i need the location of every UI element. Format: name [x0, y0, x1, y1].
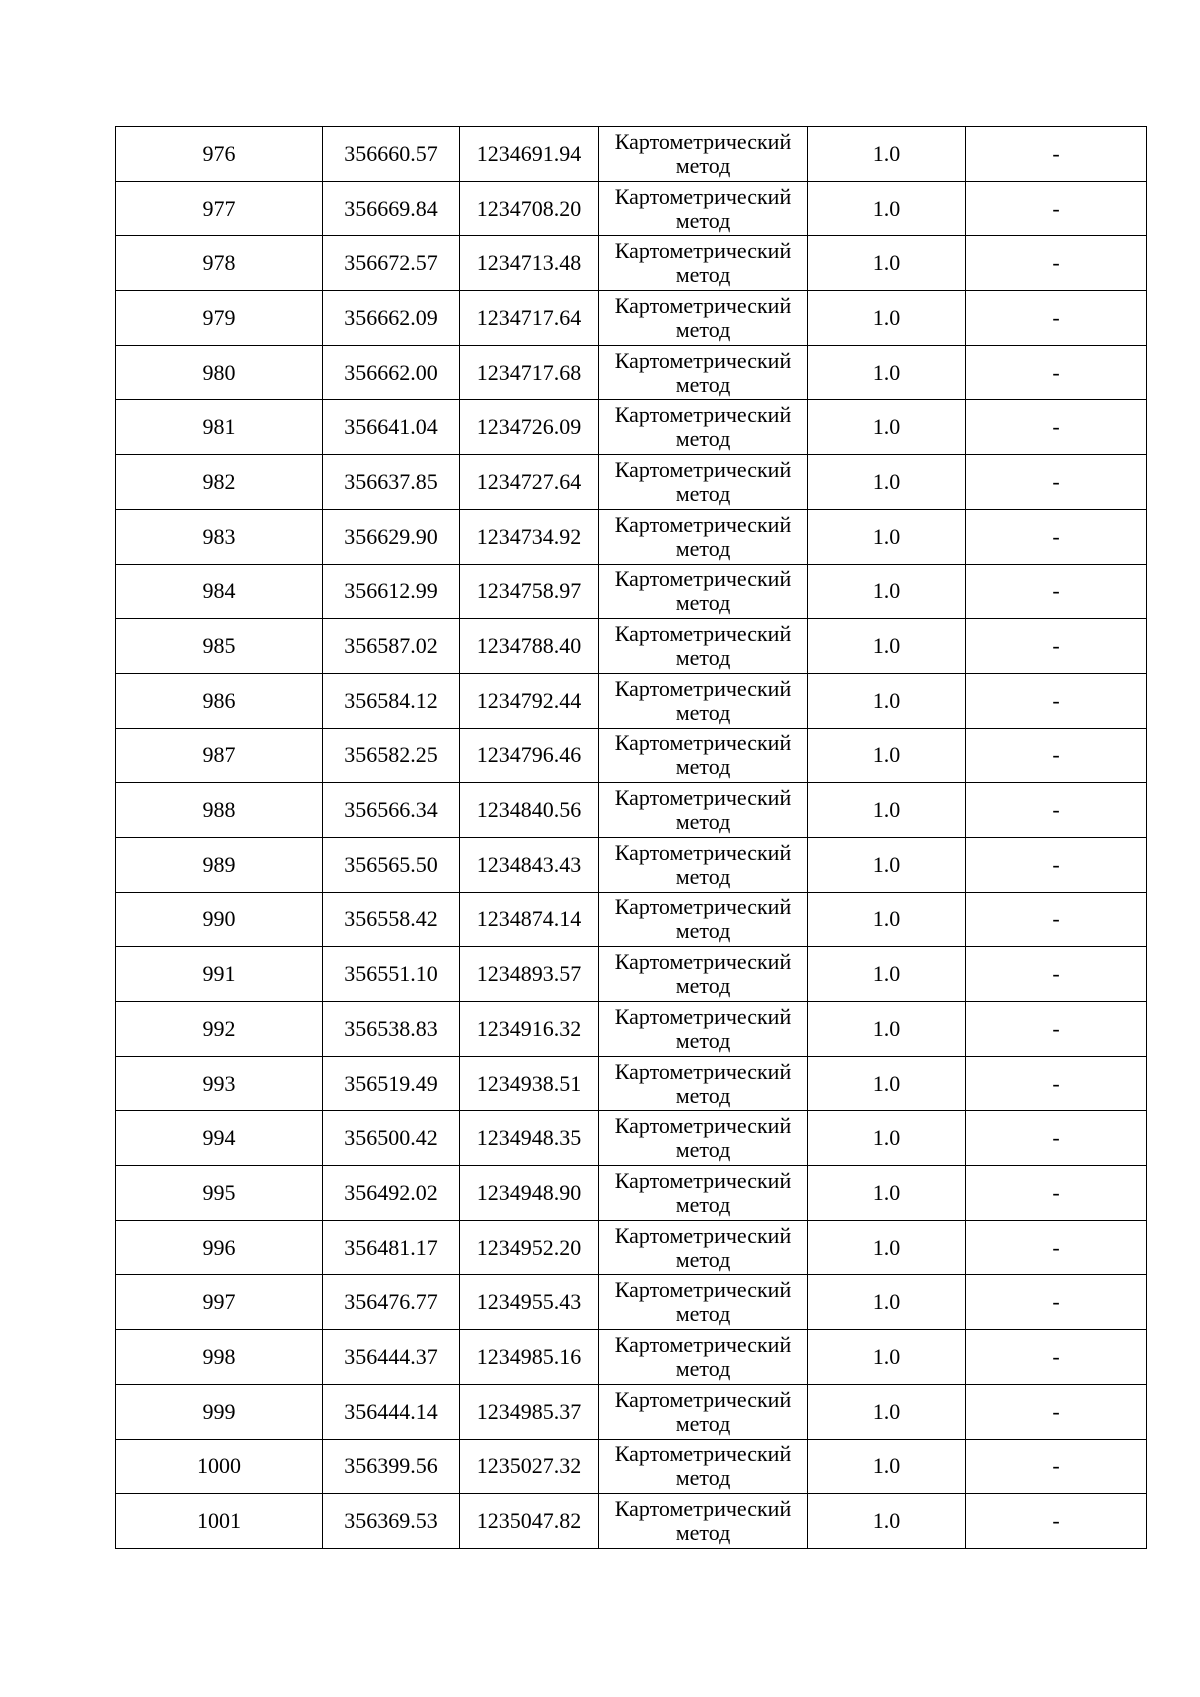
table-row	[116, 1439, 1147, 1494]
x-coordinate-cell: 356565.50	[323, 837, 460, 892]
method-cell	[599, 291, 808, 346]
point-number-cell: 996	[116, 1220, 323, 1275]
method-line-1: Картометрический	[614, 347, 792, 373]
note-cell: -	[966, 1111, 1147, 1166]
method-line-2: метод	[675, 918, 731, 944]
method-cell	[599, 1330, 808, 1385]
table-row	[116, 564, 1147, 619]
table-row	[116, 673, 1147, 728]
accuracy-cell: 1.0	[808, 619, 966, 674]
note-cell: -	[966, 181, 1147, 236]
y-coordinate-cell: 1234717.68	[460, 345, 599, 400]
table-row	[116, 455, 1147, 510]
note-cell: -	[966, 236, 1147, 291]
method-line-1: Картометрический	[614, 292, 792, 318]
point-number-cell: 983	[116, 509, 323, 564]
note-cell: -	[966, 1330, 1147, 1385]
method-line-1: Картометрический	[614, 1222, 792, 1248]
point-number-cell: 985	[116, 619, 323, 674]
accuracy-cell: 1.0	[808, 1002, 966, 1057]
point-number-cell: 981	[116, 400, 323, 455]
method-cell	[599, 1275, 808, 1330]
point-number-cell: 1000	[116, 1439, 323, 1494]
method-line-2: метод	[675, 1355, 731, 1381]
accuracy-cell: 1.0	[808, 1384, 966, 1439]
method-line-1: Картометрический	[614, 1331, 792, 1357]
method-line-2: метод	[675, 1520, 731, 1546]
method-line-1: Картометрический	[614, 183, 792, 209]
method-line-1: Картометрический	[614, 894, 792, 920]
method-cell	[599, 509, 808, 564]
accuracy-cell: 1.0	[808, 1494, 966, 1549]
point-number-cell: 995	[116, 1166, 323, 1221]
x-coordinate-cell: 356558.42	[323, 892, 460, 947]
method-line-2: метод	[675, 152, 731, 178]
y-coordinate-cell: 1234788.40	[460, 619, 599, 674]
method-line-1: Картометрический	[614, 1058, 792, 1084]
x-coordinate-cell: 356660.57	[323, 127, 460, 182]
method-cell	[599, 728, 808, 783]
y-coordinate-cell: 1234727.64	[460, 455, 599, 510]
accuracy-cell: 1.0	[808, 291, 966, 346]
y-coordinate-cell: 1234952.20	[460, 1220, 599, 1275]
accuracy-cell: 1.0	[808, 236, 966, 291]
y-coordinate-cell: 1234985.37	[460, 1384, 599, 1439]
method-cell	[599, 892, 808, 947]
note-cell: -	[966, 1439, 1147, 1494]
table-row	[116, 1494, 1147, 1549]
x-coordinate-cell: 356612.99	[323, 564, 460, 619]
x-coordinate-cell: 356519.49	[323, 1056, 460, 1111]
method-line-2: метод	[675, 262, 731, 288]
method-line-1: Картометрический	[614, 785, 792, 811]
method-line-2: метод	[675, 1191, 731, 1217]
note-cell: -	[966, 345, 1147, 400]
accuracy-cell: 1.0	[808, 400, 966, 455]
method-cell	[599, 1220, 808, 1275]
x-coordinate-cell: 356566.34	[323, 783, 460, 838]
table-row	[116, 127, 1147, 182]
note-cell: -	[966, 564, 1147, 619]
x-coordinate-cell: 356399.56	[323, 1439, 460, 1494]
x-coordinate-cell: 356369.53	[323, 1494, 460, 1549]
point-number-cell: 992	[116, 1002, 323, 1057]
accuracy-cell: 1.0	[808, 1166, 966, 1221]
accuracy-cell: 1.0	[808, 837, 966, 892]
note-cell: -	[966, 1002, 1147, 1057]
x-coordinate-cell: 356444.37	[323, 1330, 460, 1385]
y-coordinate-cell: 1234796.46	[460, 728, 599, 783]
method-line-1: Картометрический	[614, 128, 792, 154]
y-coordinate-cell: 1234893.57	[460, 947, 599, 1002]
note-cell: -	[966, 291, 1147, 346]
point-number-cell: 988	[116, 783, 323, 838]
accuracy-cell: 1.0	[808, 1330, 966, 1385]
method-line-1: Картометрический	[614, 1003, 792, 1029]
x-coordinate-cell: 356669.84	[323, 181, 460, 236]
accuracy-cell: 1.0	[808, 783, 966, 838]
point-number-cell: 998	[116, 1330, 323, 1385]
x-coordinate-cell: 356662.09	[323, 291, 460, 346]
table-row	[116, 1056, 1147, 1111]
table-row	[116, 1002, 1147, 1057]
accuracy-cell: 1.0	[808, 127, 966, 182]
method-line-2: метод	[675, 754, 731, 780]
method-line-2: метод	[675, 1027, 731, 1053]
method-line-2: метод	[675, 207, 731, 233]
method-line-1: Картометрический	[614, 402, 792, 428]
note-cell: -	[966, 400, 1147, 455]
table-row	[116, 619, 1147, 674]
table-row	[116, 291, 1147, 346]
y-coordinate-cell: 1234758.97	[460, 564, 599, 619]
y-coordinate-cell: 1234734.92	[460, 509, 599, 564]
method-line-1: Картометрический	[614, 456, 792, 482]
y-coordinate-cell: 1234840.56	[460, 783, 599, 838]
method-cell	[599, 564, 808, 619]
y-coordinate-cell: 1235027.32	[460, 1439, 599, 1494]
table-row	[116, 400, 1147, 455]
x-coordinate-cell: 356538.83	[323, 1002, 460, 1057]
note-cell: -	[966, 127, 1147, 182]
method-line-1: Картометрический	[614, 511, 792, 537]
note-cell: -	[966, 619, 1147, 674]
accuracy-cell: 1.0	[808, 728, 966, 783]
table-row	[116, 947, 1147, 1002]
table-row	[116, 1220, 1147, 1275]
table-row	[116, 1111, 1147, 1166]
point-number-cell: 979	[116, 291, 323, 346]
point-number-cell: 990	[116, 892, 323, 947]
x-coordinate-cell: 356584.12	[323, 673, 460, 728]
note-cell: -	[966, 728, 1147, 783]
table-body	[116, 127, 1147, 1549]
y-coordinate-cell: 1234726.09	[460, 400, 599, 455]
note-cell: -	[966, 837, 1147, 892]
method-line-2: метод	[675, 316, 731, 342]
point-number-cell: 999	[116, 1384, 323, 1439]
y-coordinate-cell: 1234874.14	[460, 892, 599, 947]
point-number-cell: 984	[116, 564, 323, 619]
accuracy-cell: 1.0	[808, 455, 966, 510]
method-line-1: Картометрический	[614, 730, 792, 756]
y-coordinate-cell: 1234938.51	[460, 1056, 599, 1111]
accuracy-cell: 1.0	[808, 1275, 966, 1330]
method-line-1: Картометрический	[614, 1496, 792, 1522]
note-cell: -	[966, 783, 1147, 838]
accuracy-cell: 1.0	[808, 564, 966, 619]
method-line-2: метод	[675, 645, 731, 671]
method-cell	[599, 1166, 808, 1221]
method-cell	[599, 947, 808, 1002]
point-number-cell: 978	[116, 236, 323, 291]
point-number-cell: 977	[116, 181, 323, 236]
method-line-2: метод	[675, 535, 731, 561]
accuracy-cell: 1.0	[808, 509, 966, 564]
method-line-1: Картометрический	[614, 238, 792, 264]
y-coordinate-cell: 1234792.44	[460, 673, 599, 728]
x-coordinate-cell: 356587.02	[323, 619, 460, 674]
method-line-2: метод	[675, 973, 731, 999]
method-cell	[599, 783, 808, 838]
y-coordinate-cell: 1234708.20	[460, 181, 599, 236]
table-row	[116, 1166, 1147, 1221]
note-cell: -	[966, 1275, 1147, 1330]
y-coordinate-cell: 1234691.94	[460, 127, 599, 182]
x-coordinate-cell: 356476.77	[323, 1275, 460, 1330]
method-cell	[599, 1494, 808, 1549]
method-line-2: метод	[675, 1410, 731, 1436]
point-number-cell: 976	[116, 127, 323, 182]
method-line-2: метод	[675, 863, 731, 889]
table-row	[116, 181, 1147, 236]
method-line-1: Картометрический	[614, 566, 792, 592]
x-coordinate-cell: 356492.02	[323, 1166, 460, 1221]
method-cell	[599, 400, 808, 455]
method-line-1: Картометрический	[614, 1113, 792, 1139]
method-line-2: метод	[675, 699, 731, 725]
point-number-cell: 982	[116, 455, 323, 510]
method-cell	[599, 1056, 808, 1111]
note-cell: -	[966, 947, 1147, 1002]
x-coordinate-cell: 356629.90	[323, 509, 460, 564]
method-line-2: метод	[675, 809, 731, 835]
y-coordinate-cell: 1235047.82	[460, 1494, 599, 1549]
table-row	[116, 1384, 1147, 1439]
method-cell	[599, 1384, 808, 1439]
accuracy-cell: 1.0	[808, 892, 966, 947]
accuracy-cell: 1.0	[808, 1056, 966, 1111]
x-coordinate-cell: 356582.25	[323, 728, 460, 783]
table-row	[116, 345, 1147, 400]
y-coordinate-cell: 1234916.32	[460, 1002, 599, 1057]
y-coordinate-cell: 1234985.16	[460, 1330, 599, 1385]
x-coordinate-cell: 356662.00	[323, 345, 460, 400]
y-coordinate-cell: 1234717.64	[460, 291, 599, 346]
note-cell: -	[966, 455, 1147, 510]
method-line-2: метод	[675, 1301, 731, 1327]
method-line-2: метод	[675, 371, 731, 397]
note-cell: -	[966, 1166, 1147, 1221]
accuracy-cell: 1.0	[808, 1111, 966, 1166]
note-cell: -	[966, 1384, 1147, 1439]
method-cell	[599, 236, 808, 291]
y-coordinate-cell: 1234843.43	[460, 837, 599, 892]
accuracy-cell: 1.0	[808, 181, 966, 236]
point-number-cell: 989	[116, 837, 323, 892]
method-line-2: метод	[675, 480, 731, 506]
note-cell: -	[966, 1494, 1147, 1549]
y-coordinate-cell: 1234713.48	[460, 236, 599, 291]
method-line-1: Картометрический	[614, 1386, 792, 1412]
note-cell: -	[966, 1220, 1147, 1275]
method-cell	[599, 619, 808, 674]
note-cell: -	[966, 1056, 1147, 1111]
method-cell	[599, 455, 808, 510]
table-row	[116, 728, 1147, 783]
x-coordinate-cell: 356641.04	[323, 400, 460, 455]
method-cell	[599, 181, 808, 236]
x-coordinate-cell: 356481.17	[323, 1220, 460, 1275]
x-coordinate-cell: 356551.10	[323, 947, 460, 1002]
table-row	[116, 837, 1147, 892]
method-line-1: Картометрический	[614, 949, 792, 975]
method-line-2: метод	[675, 1465, 731, 1491]
point-number-cell: 980	[116, 345, 323, 400]
note-cell: -	[966, 673, 1147, 728]
table-row	[116, 509, 1147, 564]
method-cell	[599, 345, 808, 400]
method-line-1: Картометрический	[614, 621, 792, 647]
y-coordinate-cell: 1234948.90	[460, 1166, 599, 1221]
method-cell	[599, 1439, 808, 1494]
method-cell	[599, 127, 808, 182]
method-line-2: метод	[675, 1246, 731, 1272]
x-coordinate-cell: 356444.14	[323, 1384, 460, 1439]
accuracy-cell: 1.0	[808, 947, 966, 1002]
method-line-1: Картометрический	[614, 1167, 792, 1193]
method-cell	[599, 1002, 808, 1057]
accuracy-cell: 1.0	[808, 345, 966, 400]
x-coordinate-cell: 356672.57	[323, 236, 460, 291]
method-line-2: метод	[675, 426, 731, 452]
point-number-cell: 997	[116, 1275, 323, 1330]
y-coordinate-cell: 1234955.43	[460, 1275, 599, 1330]
accuracy-cell: 1.0	[808, 673, 966, 728]
method-cell	[599, 837, 808, 892]
method-line-1: Картометрический	[614, 1441, 792, 1467]
point-number-cell: 994	[116, 1111, 323, 1166]
method-cell	[599, 673, 808, 728]
accuracy-cell: 1.0	[808, 1439, 966, 1494]
x-coordinate-cell: 356637.85	[323, 455, 460, 510]
point-number-cell: 987	[116, 728, 323, 783]
method-line-1: Картометрический	[614, 839, 792, 865]
x-coordinate-cell: 356500.42	[323, 1111, 460, 1166]
accuracy-cell: 1.0	[808, 1220, 966, 1275]
table-row	[116, 236, 1147, 291]
table-row	[116, 783, 1147, 838]
method-line-1: Картометрический	[614, 1277, 792, 1303]
note-cell: -	[966, 892, 1147, 947]
point-number-cell: 993	[116, 1056, 323, 1111]
method-line-2: метод	[675, 1137, 731, 1163]
note-cell: -	[966, 509, 1147, 564]
table-row	[116, 892, 1147, 947]
table-row	[116, 1275, 1147, 1330]
method-line-2: метод	[675, 1082, 731, 1108]
method-cell	[599, 1111, 808, 1166]
method-line-1: Картометрический	[614, 675, 792, 701]
method-line-2: метод	[675, 590, 731, 616]
point-number-cell: 986	[116, 673, 323, 728]
coordinates-table	[115, 126, 1147, 1549]
table-row	[116, 1330, 1147, 1385]
y-coordinate-cell: 1234948.35	[460, 1111, 599, 1166]
point-number-cell: 1001	[116, 1494, 323, 1549]
point-number-cell: 991	[116, 947, 323, 1002]
